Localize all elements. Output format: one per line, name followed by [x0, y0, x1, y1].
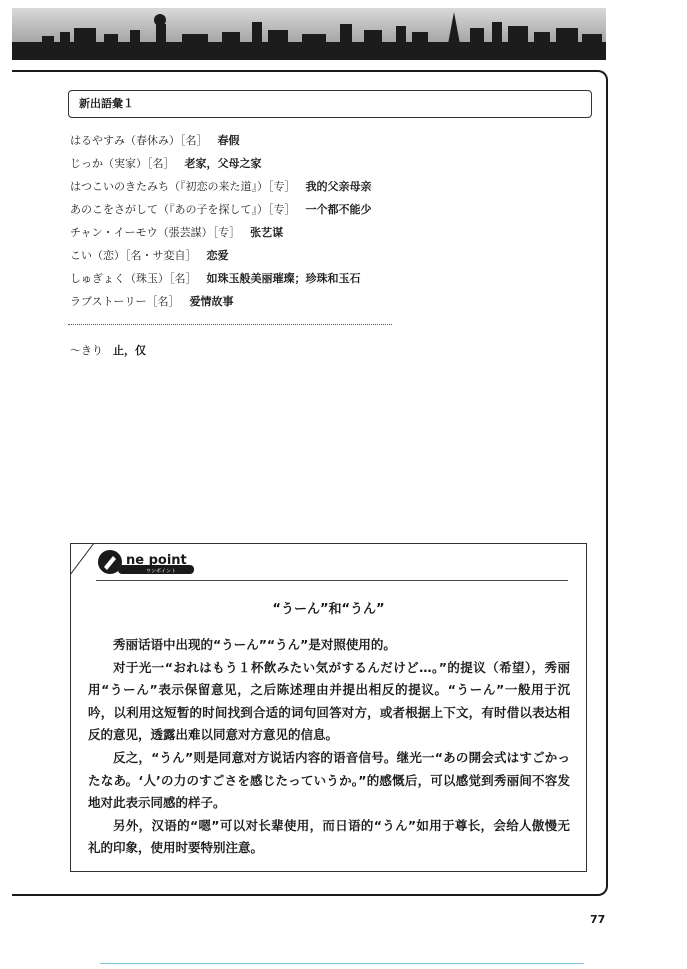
vocab-reading: じっか（実家）［名］: [70, 157, 175, 170]
onepoint-paragraph: 对于光一“おれはもう１杯飲みたい気がするんだけど…。”的提议（希望），秀丽用“うーん”表示保留意见，之后陈述理由并提出相反的提议。“うーん”一般用于沉吟，以利用这短暂的时间找到合适的词句回答对方，或者根据上下文，有时借以表达相反的意见，透露出难以同意对方意见的信息。: [88, 659, 570, 743]
onepoint-body: [88, 634, 570, 860]
onepoint-logo-text: ne point: [126, 553, 187, 568]
onepoint-rule: [96, 580, 568, 581]
vocab-item: [70, 294, 590, 317]
vocab-reading: ラブストーリー［名］: [70, 295, 180, 308]
onepoint-title: “うーん”和“うん”: [272, 602, 385, 617]
page-number: 77: [590, 913, 606, 926]
vocab-meaning: 恋爱: [206, 249, 229, 262]
vocab-list: [70, 133, 590, 317]
vocab-reading: こい（恋）［名・サ変自］: [70, 249, 197, 262]
vocab-reading: あのこをさがして（『あの子を探して』）［专］: [70, 203, 296, 216]
suffix-meaning: 止，仅: [113, 344, 146, 357]
vocab-item: [70, 202, 590, 225]
dotted-divider: [68, 324, 392, 325]
vocab-item: [70, 179, 590, 202]
suffix-reading: ～きり: [70, 344, 103, 357]
city-skyline-banner: [12, 8, 606, 60]
vocab-reading: しゅぎょく（珠玉）［名］: [70, 272, 197, 285]
footer-line: [100, 963, 584, 964]
vocab-meaning: 一个都不能少: [305, 203, 372, 216]
vocab-meaning: 爱情故事: [189, 295, 234, 308]
vocab-meaning: 春假: [217, 134, 240, 147]
vocab-item: [70, 271, 590, 294]
onepoint-logo-subtext: ワンポイント: [146, 568, 177, 575]
vocab-meaning: 我的父亲母亲: [305, 180, 372, 193]
vocab-meaning: 如珠玉般美丽璀璨；珍珠和玉石: [206, 272, 361, 285]
onepoint-logo: [96, 548, 200, 578]
vocab-item: [70, 248, 590, 271]
folded-corner-icon: [70, 543, 94, 575]
vocab-meaning: 张艺谋: [250, 226, 284, 239]
vocab-reading: はつこいのきたみち（『初恋の来た道』）［专］: [70, 180, 296, 193]
vocab-item: [70, 225, 590, 248]
vocab-item: [70, 133, 590, 156]
vocab-meaning: 老家，父母之家: [184, 157, 262, 170]
onepoint-paragraph: 秀丽话语中出现的“うーん”“うん”是对照使用的。: [113, 637, 396, 652]
onepoint-paragraph: 另外，汉语的“嗯”可以对长辈使用，而日语的“うん”如用于尊长，会给人傲慢无礼的印象，使用时要特别注意。: [88, 817, 570, 856]
onepoint-paragraph: 反之，“うん”则是同意对方说话内容的语音信号。继光一“あの開会式はすごかったなあ。‘人’の力のすごさを感じたっていうか。”的感慨后，可以感觉到秀丽间不容发地对此表示同感的样子。: [88, 749, 570, 811]
vocab-reading: チャン・イーモウ（張芸謀）［专］: [70, 226, 241, 239]
suffix-entry: [70, 342, 146, 358]
vocab-reading: はるやすみ（春休み）［名］: [70, 134, 208, 147]
vocab-section-header: 新出語彙１: [68, 90, 592, 118]
vocab-item: [70, 156, 590, 179]
